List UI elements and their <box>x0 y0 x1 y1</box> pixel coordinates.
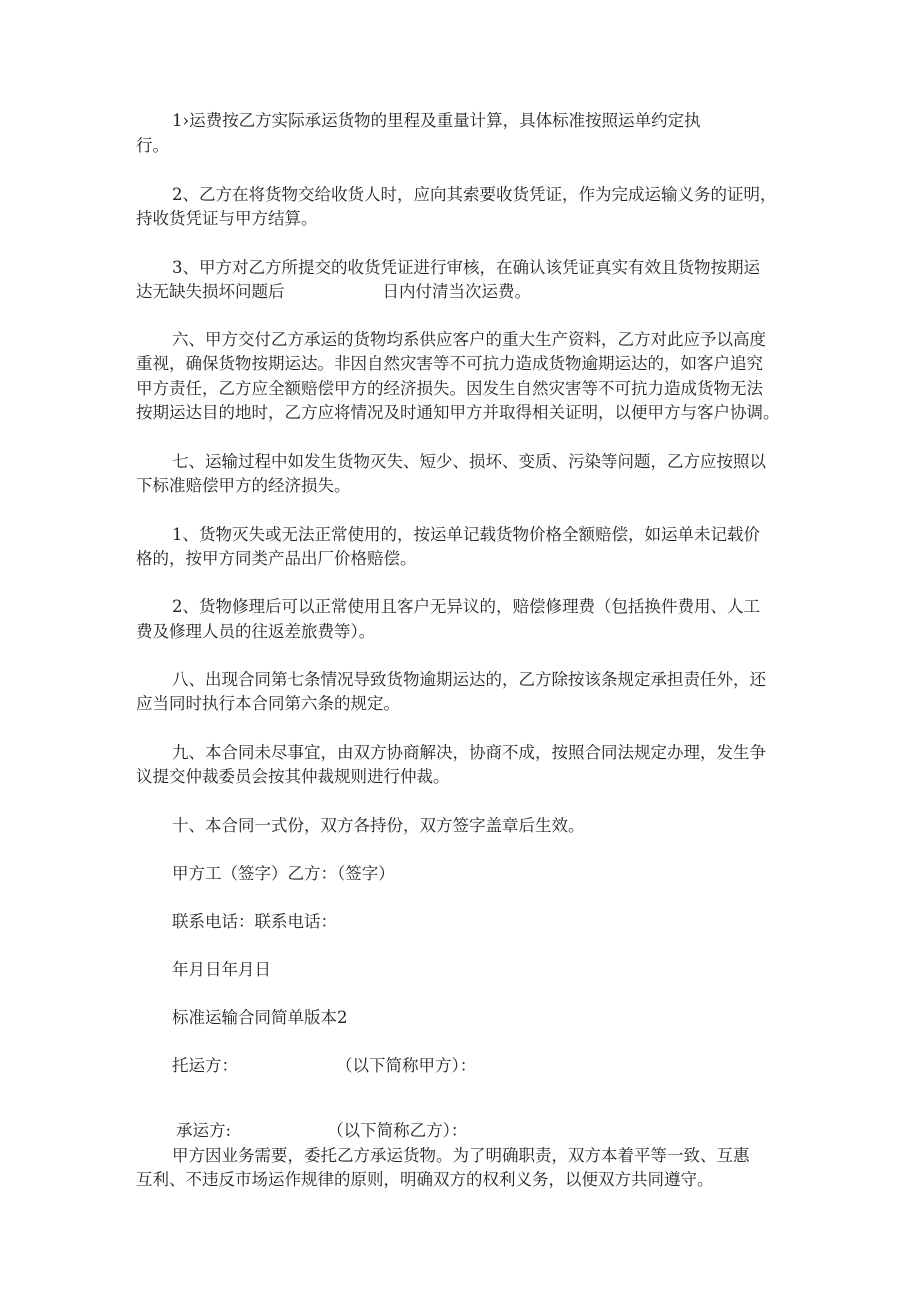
carrier-line <box>176 1120 467 1142</box>
item-3-line-2-a: 达无缺失损坏问题后 <box>136 282 285 301</box>
item-2-line-2: 持收货凭证与甲方结算。 <box>136 209 318 228</box>
clause-6-line-3: 甲方责任，乙方应全额赔偿甲方的经济损失。因发生自然灾害等不可抗力造成货物无法 <box>136 379 763 398</box>
clause-9-line-1: 九、本合同未尽事宜，由双方协商解决，协商不成，按照合同法规定办理，发生争 <box>172 743 766 762</box>
item-3-line-2-b: 日内付清当次运费。 <box>382 282 531 301</box>
clause-6-line-1: 六、甲方交付乙方承运的货物均系供应客户的重大生产资料，乙方对此应予以高度 <box>172 330 766 349</box>
shipper-label: 托运方： <box>172 1056 238 1075</box>
item-2-line-1: 2、乙方在将货物交给收货人时，应向其索要收货凭证，作为完成运输义务的证明， <box>172 185 777 204</box>
date-line: 年月日年月日 <box>172 960 271 979</box>
clause-6-line-4: 按期运达目的地时，乙方应将情况及时通知甲方并取得相关证明，以便甲方与客户协调。 <box>136 403 780 422</box>
item-1-line-2: 行。 <box>136 136 169 155</box>
version-2-title: 标准运输合同简单版本2 <box>172 1008 348 1027</box>
clause-7-2-line-1: 2、货物修理后可以正常使用且客户无异议的，赔偿修理费（包括换件费用、人工 <box>172 597 760 616</box>
clause-8-line-2: 应当同时执行本合同第六条的规定。 <box>136 694 400 713</box>
clause-8-line-1: 八、出现合同第七条情况导致货物逾期运达的，乙方除按该条规定承担责任外，还 <box>172 670 766 689</box>
clause-7-line-1: 七、运输过程中如发生货物灭失、短少、损坏、变质、污染等问题，乙方应按照以 <box>172 452 766 471</box>
signature-line: 甲方工（签字）乙方：（签字） <box>172 864 395 883</box>
clause-7-1-line-2: 格的，按甲方同类产品出厂价格赔偿。 <box>136 549 417 568</box>
shipper-line <box>172 1055 476 1077</box>
clause-10-line: 十、本合同一式份，双方各持份，双方签字盖章后生效。 <box>172 816 585 835</box>
item-3-line-1: 3、甲方对乙方所提交的收货凭证进行审核，在确认该凭证真实有效且货物按期运 <box>172 258 760 277</box>
clause-9-line-2: 议提交仲裁委员会按其仲裁规则进行仲裁。 <box>136 767 450 786</box>
intro-line-1: 甲方因业务需要，委托乙方承运货物。为了明确职责，双方本着平等一致、互惠 <box>172 1146 750 1165</box>
clause-7-line-2: 下标准赔偿甲方的经济损失。 <box>136 476 351 495</box>
shipper-note: （以下简称甲方）： <box>336 1056 477 1075</box>
carrier-note: （以下简称乙方）： <box>327 1121 468 1140</box>
clause-6-line-2: 重视，确保货物按期运达。非因自然灾害等不可抗力造成货物逾期运达的，如客户追究 <box>136 354 763 373</box>
carrier-label: 承运方: <box>176 1121 232 1140</box>
clause-7-1-line-1: 1、货物灭失或无法正常使用的，按运单记载货物价格全额赔偿，如运单未记载价 <box>172 525 760 544</box>
item-1-line-1: 1›运费按乙方实际承运货物的里程及重量计算，具体标准按照运单约定执 <box>172 111 701 130</box>
intro-line-2: 互利、不违反市场运作规律的原则，明确双方的权利义务，以便双方共同遵守。 <box>136 1170 714 1189</box>
phone-line: 联系电话：联系电话： <box>172 912 337 931</box>
clause-7-2-line-2: 费及修理人员的往返差旅费等）。 <box>136 622 376 641</box>
item-3-line-2 <box>136 281 531 303</box>
